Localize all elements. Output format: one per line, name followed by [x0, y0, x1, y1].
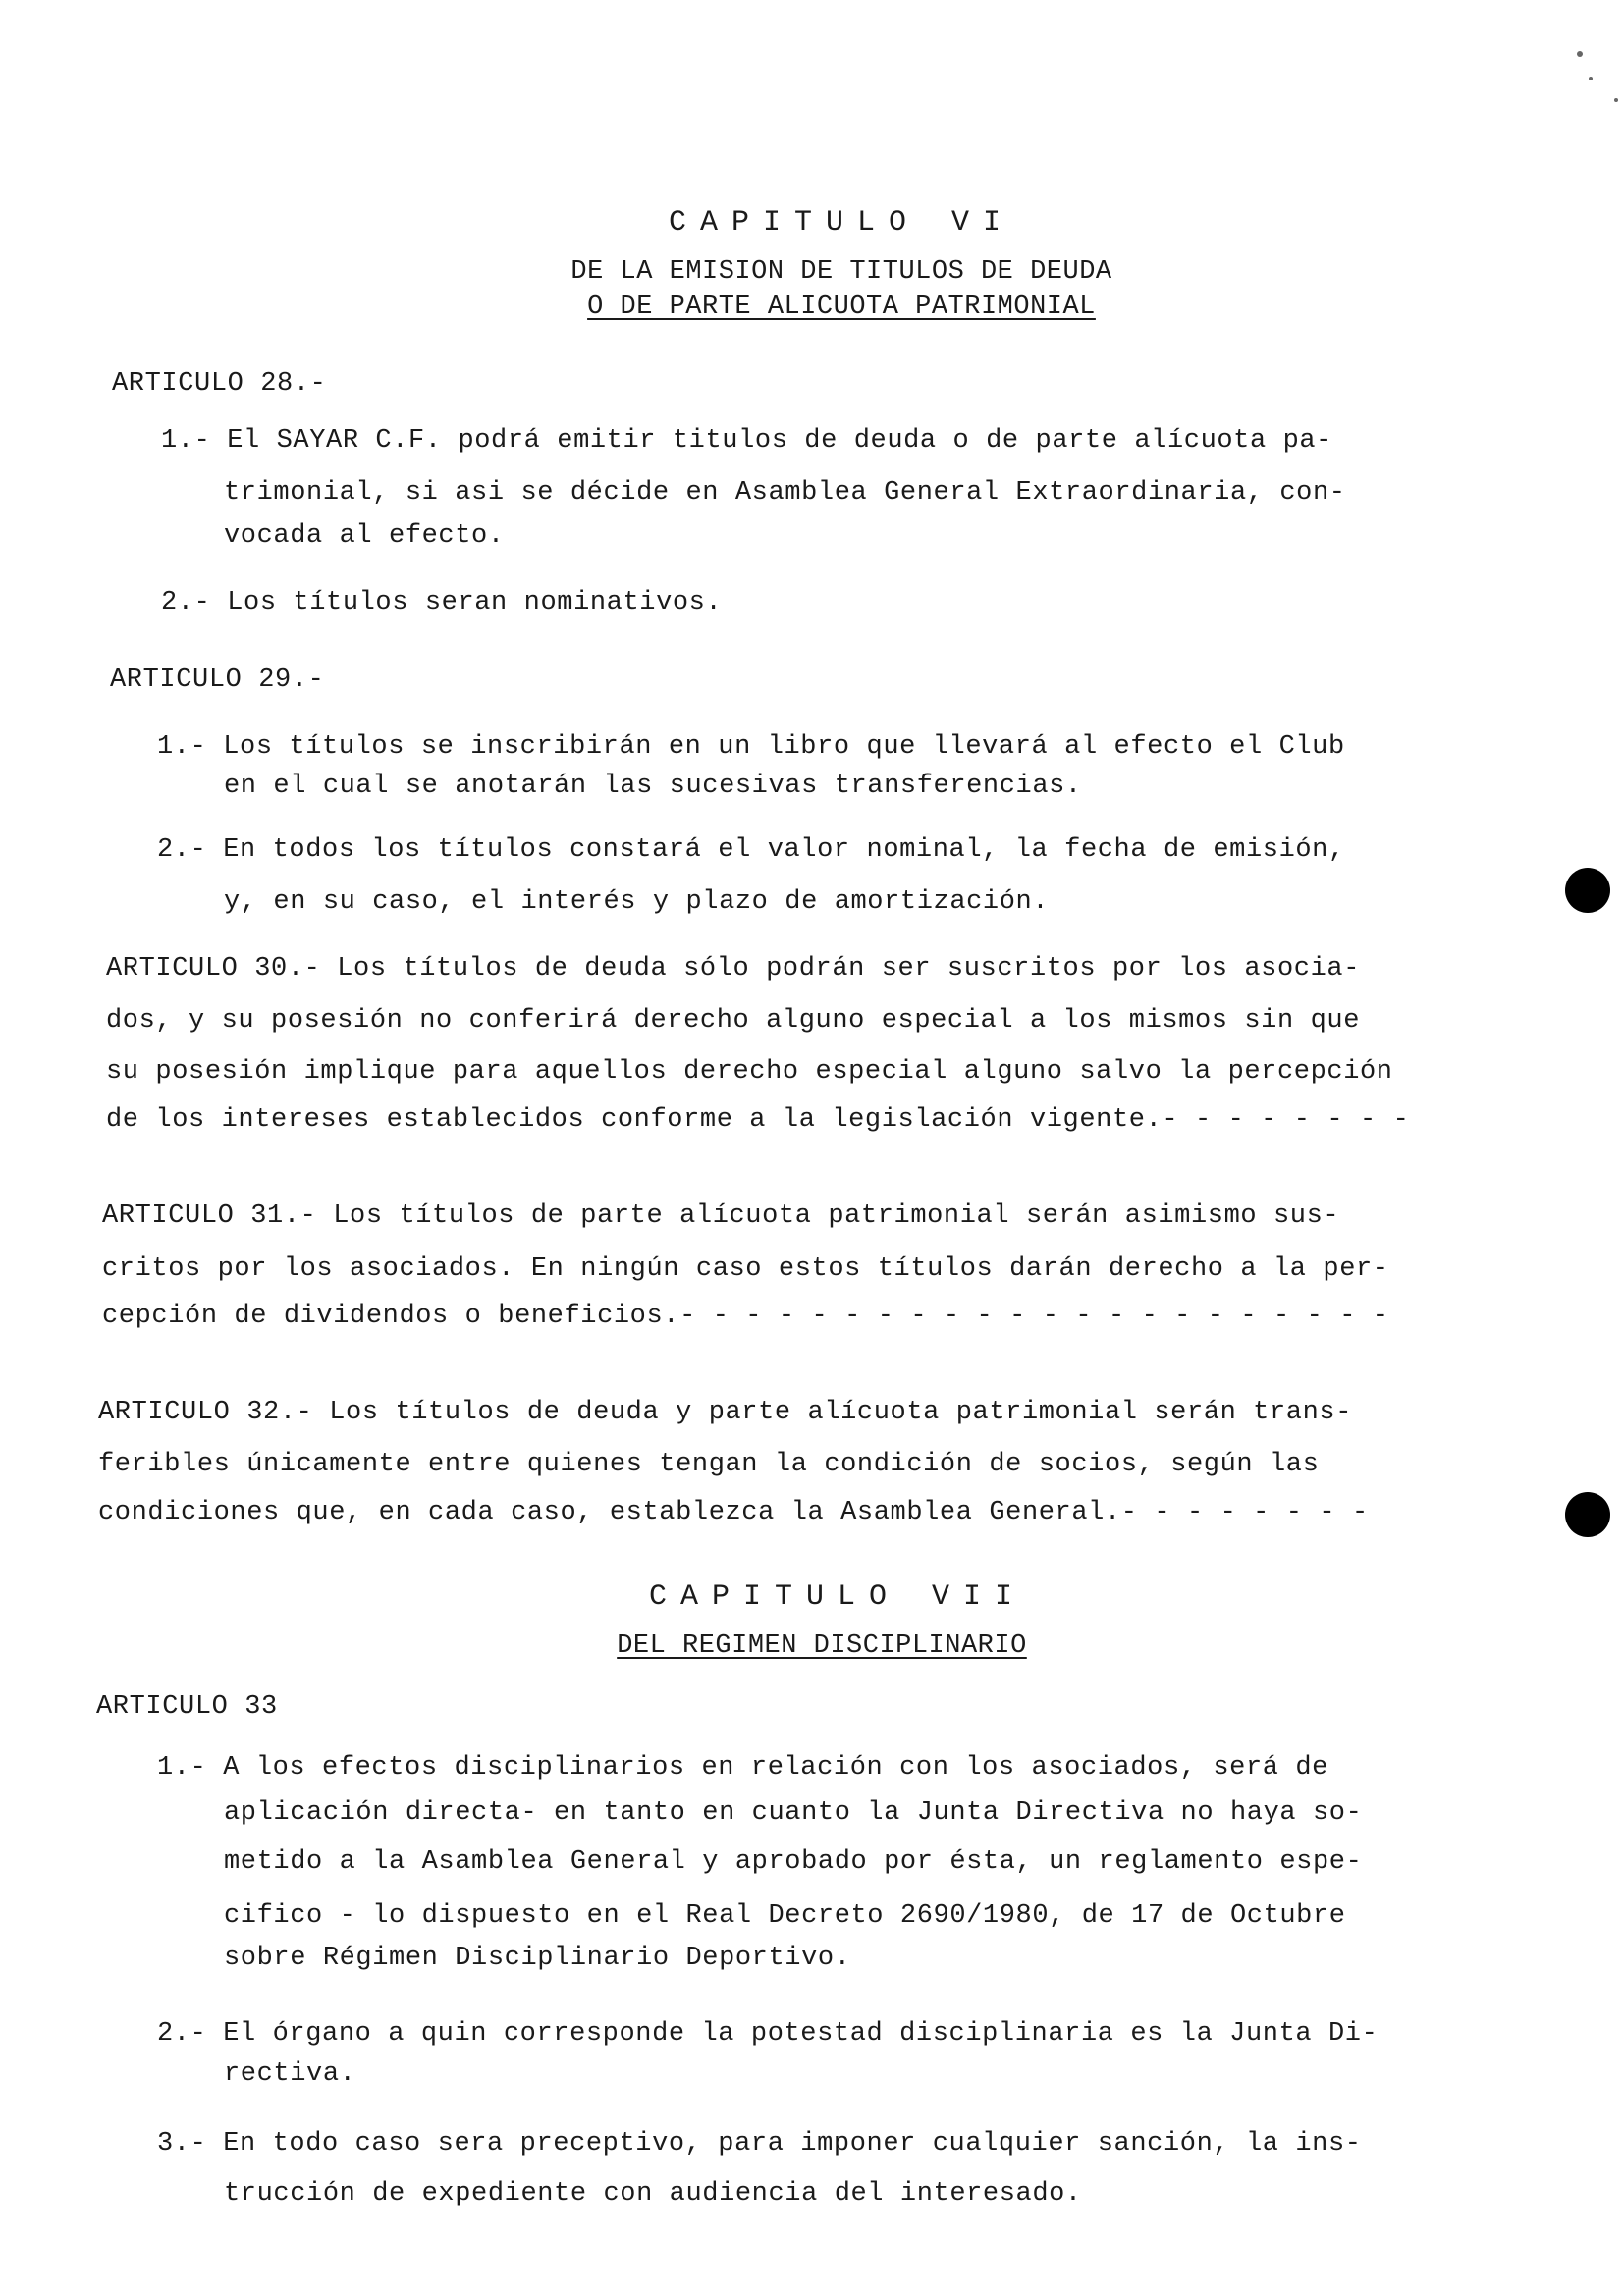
punch-hole-upper: [1565, 868, 1610, 913]
article-28-para1-line1: 1.- El SAYAR C.F. podrá emitir titulos de deuda o de parte alícuota pa-: [161, 426, 1332, 455]
article-31-line2: critos por los asociados. En ningún caso estos títulos darán derecho a la per-: [102, 1255, 1389, 1284]
article-32-line1: ARTICULO 32.- Los títulos de deuda y parte alícuota patrimonial serán trans-: [98, 1398, 1352, 1427]
article-32-line2: feribles únicamente entre quienes tengan la condición de socios, según las: [98, 1450, 1320, 1479]
article-33-para3-line1: 3.- En todo caso sera preceptivo, para imponer cualquier sanción, la ins-: [157, 2129, 1362, 2159]
article-29-para1-line1: 1.- Los títulos se inscribirán en un libro que llevará al efecto el Club: [157, 732, 1345, 762]
article-31-line3: cepción de dividendos o beneficios.- - - - - - - - - - - - - - - - - - - - - -: [102, 1302, 1389, 1331]
article-28-para2: 2.- Los títulos seran nominativos.: [161, 588, 723, 617]
chapter-7-title: CAPITULO VII: [648, 1580, 1027, 1614]
article-30-line2: dos, y su posesión no conferirá derecho alguno especial a los mismos sin que: [106, 1006, 1360, 1036]
article-30-line4: de los intereses establecidos conforme a la legislación vigente.- - - - - - - -: [106, 1105, 1410, 1135]
article-33-para1-line2: aplicación directa- en tanto en cuanto la Junta Directiva no haya so-: [224, 1798, 1363, 1828]
article-33-para1-line5: sobre Régimen Disciplinario Deportivo.: [224, 1944, 851, 1973]
article-30-line3: su posesión implique para aquellos derecho especial alguno salvo la percepción: [106, 1057, 1393, 1087]
article-32-line3: condiciones que, en cada caso, establezca la Asamblea General.- - - - - - - -: [98, 1498, 1369, 1527]
chapter-7-subtitle: DEL REGIMEN DISCIPLINARIO: [617, 1631, 1027, 1661]
article-33-para1-line3: metido a la Asamblea General y aprobado por ésta, un reglamento espe-: [224, 1847, 1363, 1877]
scan-speck: [1614, 98, 1618, 102]
article-33-para2-line1: 2.- El órgano a quin corresponde la potestad disciplinaria es la Junta Di-: [157, 2019, 1379, 2049]
article-31-line1: ARTICULO 31.- Los títulos de parte alícuota patrimonial serán asimismo sus-: [102, 1201, 1340, 1231]
article-29-heading: ARTICULO 29.-: [110, 666, 325, 695]
chapter-6-subtitle-line2: O DE PARTE ALICUOTA PATRIMONIAL: [587, 293, 1096, 322]
article-33-para3-line2: trucción de expediente con audiencia del interesado.: [224, 2179, 1082, 2209]
article-30-line1: ARTICULO 30.- Los títulos de deuda sólo podrán ser suscritos por los asocia-: [106, 954, 1360, 984]
article-33-para1-line1: 1.- A los efectos disciplinarios en relación con los asociados, será de: [157, 1753, 1328, 1783]
chapter-6-title: CAPITULO VI: [668, 206, 1015, 240]
scan-speck: [1589, 77, 1593, 80]
punch-hole-lower: [1565, 1492, 1610, 1537]
article-28-para1-line2: trimonial, si asi se décide en Asamblea General Extraordinaria, con-: [224, 478, 1346, 507]
article-33-para1-line4: cifico - lo dispuesto en el Real Decreto 2690/1980, de 17 de Octubre: [224, 1901, 1346, 1931]
article-28-heading: ARTICULO 28.-: [112, 369, 327, 399]
article-28-para1-line3: vocada al efecto.: [224, 521, 505, 551]
article-29-para1-line2: en el cual se anotarán las sucesivas transferencias.: [224, 772, 1082, 801]
scan-speck: [1577, 51, 1583, 57]
chapter-6-subtitle-line1: DE LA EMISION DE TITULOS DE DEUDA: [570, 257, 1112, 287]
article-33-heading: ARTICULO 33: [96, 1692, 278, 1722]
article-33-para2-line2: rectiva.: [224, 2059, 356, 2089]
article-29-para2-line1: 2.- En todos los títulos constará el valor nominal, la fecha de emisión,: [157, 835, 1345, 865]
article-29-para2-line2: y, en su caso, el interés y plazo de amortización.: [224, 887, 1050, 917]
